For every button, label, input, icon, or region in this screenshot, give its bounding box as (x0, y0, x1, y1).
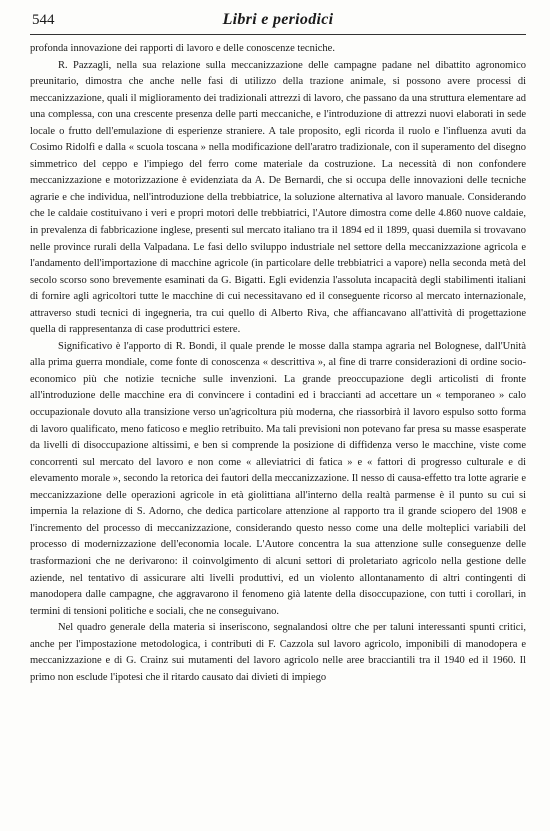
page-number: 544 (32, 12, 55, 28)
body-text (30, 41, 526, 686)
paragraph-quadro-generale: Nel quadro generale della materia si inseriscono, segnalandosi oltre che per taluni interessanti spunti critici, anche per l'impostazione metodologica, i contributi di F. Cazzola sul lavoro agricolo, imponibili di manodopera e meccanizzazione e di G. Crainz sui mutamenti del lavoro agricolo nelle aree bracciantili tra il 1940 ed il 1960. Il primo non esclude l'ipotesi che il ritardo causato dai divieti di impiego (30, 622, 526, 683)
page-header (30, 10, 526, 35)
paragraph-continuation: profonda innovazione dei rapporti di lavoro e delle conoscenze tecniche. (30, 43, 335, 54)
paragraph-bondi: Significativo è l'apporto di R. Bondi, il quale prende le mosse dalla stampa agraria nel Bolognese, dall'Unità alla prima guerra mondiale, come fonte di conoscenza « descrittiva », al fine di trarre considerazioni di ordine socio-economico più che notizie tecniche sulle invenzioni. La grande preoccupazione degli articolisti di fronte all'introduzione delle macchine era di convincere i contadini ed i braccianti ad accettare un « temporaneo » calo occupazionale dovuto alla transizione verso un'agricoltura più moderna, che riassorbirà il lavoro espulso sotto forma di lavoro qualificato, meno faticoso e meglio retribuito. Ma tali previsioni non potevano far presa su masse esasperate da livelli di disoccupazione altissimi, e ben si comprende la posizione di diffidenza verso le macchine, viste come concorrenti sul mercato del lavoro e non come « alleviatrici di fatica » e « fattori di progresso culturale e di elevamento morale », secondo la retorica dei fautori della meccanizzazione. Il nesso di causa-effetto tra lotte agrarie e meccanizzazione delle operazioni agricole in età giolittiana all'interno della realtà parmense è il punto su cui si impernia la relazione di S. Adorno, che dedica particolare attenzione al rapporto tra il grande sciopero del 1908 e l'incremento del processo di meccanizzazione, considerando questo nesso come una delle molteplici variabili del processo di modernizzazione dell'economia locale. L'Autore concentra la sua attenzione sulle conseguenze delle trasformazioni che ne derivarono: il coinvolgimento di alcuni settori di proletariato agricolo nella gestione delle aziende, nel tentativo di assicurare alti livelli produttivi, ed un violento allontanamento di altri contingenti di manodopera dalle campagne, che aggravarono il fenomeno già latente della disoccupazione, con tutti i corollari, in termini di tensioni politiche e sociali, che ne conseguivano. (30, 340, 526, 617)
running-title: Libri e periodici (222, 11, 334, 28)
paragraph-pazzagli: R. Pazzagli, nella sua relazione sulla meccanizzazione delle campagne padane nel dibattito agronomico preunitario, dimostra che anche nelle fasi di utilizzo della trazione animale, si possono avere processi di meccanizzazione, quali il miglioramento dei tradizionali attrezzi di lavoro, che passano da una struttura elementare ad una complessa, con una crescente presenza delle parti meccaniche, e l'introduzione di attrezzi nuovi elaborati in sede locale o frutto dell'emulazione di esperienze straniere. A tale proposito, egli ricorda il ruolo e l'influenza avuti da Cosimo Ridolfi e dalla « scuola toscana » nella modificazione dell'aratro tradizionale, con il superamento del disegno simmetrico del ceppo e l'impiego del ferro come materiale da costruzione. La necessità di non confondere meccanizzazione e motorizzazione è evidenziata da A. De Bernardi, che si occupa delle innovazioni delle tecniche agrarie e che individua, nell'introduzione della trebbiatrice, la soluzione alternativa al lavoro manuale. Considerando che le caldaie costituivano i veri e propri motori delle trebbiatrici, l'Autore dimostra come delle 4.860 nuove caldaie, in prevalenza di fabbricazione inglese, presenti sul mercato italiano tra il 1894 ed il 1899, quasi duemila si trovavano nelle province rurali della Valpadana. Le fasi dello sviluppo industriale nel settore della meccanizzazione agricola e l'andamento dell'importazione di macchine agricole (in particolare delle trebbiatrici a vapore) nella seconda metà del secolo scorso sono brevemente esaminati da G. Bigatti. Egli evidenzia l'assoluta incapacità degli stabilimenti italiani di fornire agli agricoltori tutte le macchine di cui necessitavano ed il conseguente ricorso al mercato internazionale, attraverso studi tecnici di ingegneria, tra cui quello di Alberto Riva, che affiancavano all'attività di progettazione quella di rappresentanza di case produttrici estere. (30, 59, 526, 336)
